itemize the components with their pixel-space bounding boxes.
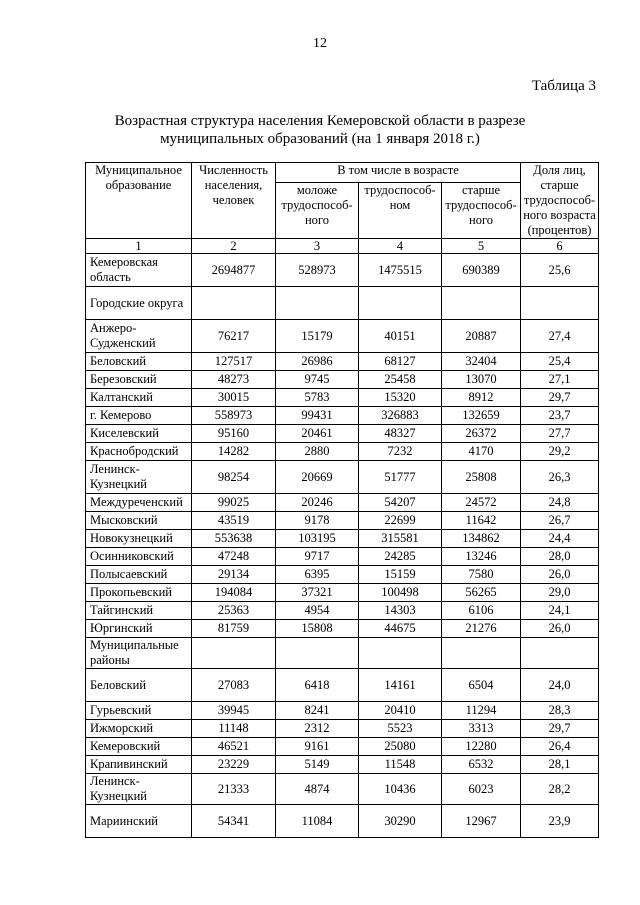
municipality-name-cell: Городские округа	[86, 287, 192, 320]
younger-cell: 20246	[276, 494, 359, 512]
older-cell: 26372	[442, 425, 521, 443]
table-row	[86, 530, 599, 548]
older-cell: 8912	[442, 389, 521, 407]
population-cell: 39945	[192, 702, 276, 720]
municipality-name-cell: Березовский	[86, 371, 192, 389]
younger-cell: 15808	[276, 620, 359, 638]
older-cell: 13070	[442, 371, 521, 389]
table-row	[86, 353, 599, 371]
share-cell: 24,0	[521, 669, 599, 702]
working-cell: 15159	[359, 566, 442, 584]
municipality-name-cell: Тайгинский	[86, 602, 192, 620]
younger-cell: 4874	[276, 774, 359, 805]
title-line-2: муниципальных образований (на 1 января 2018 г.)	[160, 131, 480, 147]
municipality-name-cell: Мариинский	[86, 805, 192, 838]
share-cell: 29,7	[521, 720, 599, 738]
share-cell: 29,0	[521, 584, 599, 602]
table-body	[86, 254, 599, 838]
working-cell: 25458	[359, 371, 442, 389]
working-cell	[359, 638, 442, 669]
municipality-name-cell: Междуреченский	[86, 494, 192, 512]
younger-cell: 6395	[276, 566, 359, 584]
age-structure-table	[85, 162, 599, 838]
younger-cell: 5783	[276, 389, 359, 407]
share-cell: 23,9	[521, 805, 599, 838]
table-row	[86, 407, 599, 425]
table-row	[86, 425, 599, 443]
younger-cell: 26986	[276, 353, 359, 371]
younger-cell: 6418	[276, 669, 359, 702]
share-cell: 23,7	[521, 407, 599, 425]
younger-cell: 103195	[276, 530, 359, 548]
column-number: 5	[442, 239, 521, 254]
working-cell: 51777	[359, 461, 442, 494]
share-cell: 28,2	[521, 774, 599, 805]
population-cell: 81759	[192, 620, 276, 638]
older-cell: 3313	[442, 720, 521, 738]
population-cell: 47248	[192, 548, 276, 566]
population-cell: 30015	[192, 389, 276, 407]
share-cell: 27,7	[521, 425, 599, 443]
table-row	[86, 512, 599, 530]
working-cell: 14303	[359, 602, 442, 620]
older-cell: 134862	[442, 530, 521, 548]
population-cell: 25363	[192, 602, 276, 620]
share-cell: 28,1	[521, 756, 599, 774]
population-cell: 54341	[192, 805, 276, 838]
table-row	[86, 805, 599, 838]
share-cell: 28,0	[521, 548, 599, 566]
population-cell: 558973	[192, 407, 276, 425]
working-cell	[359, 287, 442, 320]
working-cell: 48327	[359, 425, 442, 443]
older-cell: 12967	[442, 805, 521, 838]
younger-cell: 9717	[276, 548, 359, 566]
table-row	[86, 320, 599, 353]
share-cell: 29,2	[521, 443, 599, 461]
header-share: Доля лиц, старше трудоспособ-ного возраста (процентов)	[521, 163, 599, 239]
younger-cell: 2880	[276, 443, 359, 461]
working-cell: 1475515	[359, 254, 442, 287]
table-row	[86, 389, 599, 407]
population-cell: 2694877	[192, 254, 276, 287]
table-row	[86, 548, 599, 566]
working-cell: 40151	[359, 320, 442, 353]
population-cell: 46521	[192, 738, 276, 756]
table-row	[86, 774, 599, 805]
older-cell: 56265	[442, 584, 521, 602]
population-cell: 127517	[192, 353, 276, 371]
population-cell: 194084	[192, 584, 276, 602]
share-cell	[521, 638, 599, 669]
share-cell: 27,1	[521, 371, 599, 389]
younger-cell: 9161	[276, 738, 359, 756]
municipality-name-cell: Крапивинский	[86, 756, 192, 774]
share-cell: 25,6	[521, 254, 599, 287]
younger-cell: 5149	[276, 756, 359, 774]
older-cell	[442, 638, 521, 669]
working-cell: 30290	[359, 805, 442, 838]
younger-cell: 4954	[276, 602, 359, 620]
municipality-name-cell: Краснобродский	[86, 443, 192, 461]
table-row	[86, 669, 599, 702]
younger-cell	[276, 638, 359, 669]
municipality-name-cell: Новокузнецкий	[86, 530, 192, 548]
share-cell: 26,7	[521, 512, 599, 530]
column-number: 1	[86, 239, 192, 254]
older-cell: 25808	[442, 461, 521, 494]
share-cell: 26,3	[521, 461, 599, 494]
working-cell: 11548	[359, 756, 442, 774]
table-row	[86, 443, 599, 461]
table-row	[86, 254, 599, 287]
younger-cell: 528973	[276, 254, 359, 287]
younger-cell: 20461	[276, 425, 359, 443]
older-cell: 24572	[442, 494, 521, 512]
younger-cell: 9178	[276, 512, 359, 530]
share-cell: 24,1	[521, 602, 599, 620]
population-cell: 99025	[192, 494, 276, 512]
column-number: 6	[521, 239, 599, 254]
header-population: Численность населения, человек	[192, 163, 276, 239]
population-cell: 98254	[192, 461, 276, 494]
population-cell: 76217	[192, 320, 276, 353]
table-row	[86, 620, 599, 638]
population-cell: 27083	[192, 669, 276, 702]
table-title	[0, 112, 640, 148]
municipality-name-cell: Анжеро-Судженский	[86, 320, 192, 353]
table-row	[86, 566, 599, 584]
column-number: 4	[359, 239, 442, 254]
population-cell	[192, 287, 276, 320]
table-row	[86, 287, 599, 320]
municipality-name-cell: Ленинск-Кузнецкий	[86, 774, 192, 805]
population-cell: 11148	[192, 720, 276, 738]
older-cell: 6504	[442, 669, 521, 702]
working-cell: 20410	[359, 702, 442, 720]
younger-cell	[276, 287, 359, 320]
municipality-name-cell: Ленинск-Кузнецкий	[86, 461, 192, 494]
title-line-1: Возрастная структура населения Кемеровской области в разрезе	[114, 113, 526, 129]
older-cell: 690389	[442, 254, 521, 287]
column-number-row	[86, 239, 599, 254]
table-row	[86, 738, 599, 756]
municipality-name-cell: г. Кемерово	[86, 407, 192, 425]
younger-cell: 2312	[276, 720, 359, 738]
older-cell: 6023	[442, 774, 521, 805]
municipality-name-cell: Кемеровская область	[86, 254, 192, 287]
table-row	[86, 584, 599, 602]
older-cell: 21276	[442, 620, 521, 638]
older-cell: 132659	[442, 407, 521, 425]
share-cell: 28,3	[521, 702, 599, 720]
share-cell: 27,4	[521, 320, 599, 353]
header-row-1	[86, 163, 599, 183]
municipality-name-cell: Киселевский	[86, 425, 192, 443]
municipality-name-cell: Кемеровский	[86, 738, 192, 756]
working-cell: 25080	[359, 738, 442, 756]
municipality-name-cell: Полысаевский	[86, 566, 192, 584]
older-cell: 4170	[442, 443, 521, 461]
column-number: 2	[192, 239, 276, 254]
population-cell: 23229	[192, 756, 276, 774]
population-cell: 43519	[192, 512, 276, 530]
population-cell: 48273	[192, 371, 276, 389]
municipality-name-cell: Мысковский	[86, 512, 192, 530]
older-cell: 20887	[442, 320, 521, 353]
share-cell: 26,0	[521, 620, 599, 638]
share-cell: 29,7	[521, 389, 599, 407]
younger-cell: 99431	[276, 407, 359, 425]
share-cell: 24,4	[521, 530, 599, 548]
share-cell: 26,4	[521, 738, 599, 756]
working-cell: 14161	[359, 669, 442, 702]
older-cell	[442, 287, 521, 320]
working-cell: 10436	[359, 774, 442, 805]
younger-cell: 11084	[276, 805, 359, 838]
table-row	[86, 720, 599, 738]
working-cell: 22699	[359, 512, 442, 530]
header-including: В том числе в возрасте	[276, 163, 521, 183]
page-number: 12	[313, 36, 327, 51]
working-cell: 24285	[359, 548, 442, 566]
younger-cell: 20669	[276, 461, 359, 494]
municipality-name-cell: Гурьевский	[86, 702, 192, 720]
working-cell: 44675	[359, 620, 442, 638]
share-cell: 26,0	[521, 566, 599, 584]
working-cell: 68127	[359, 353, 442, 371]
column-number: 3	[276, 239, 359, 254]
working-cell: 7232	[359, 443, 442, 461]
header-working: трудоспособ-ном	[359, 182, 442, 238]
share-cell: 24,8	[521, 494, 599, 512]
municipality-name-cell: Муниципальные районы	[86, 638, 192, 669]
working-cell: 54207	[359, 494, 442, 512]
population-cell: 21333	[192, 774, 276, 805]
population-cell	[192, 638, 276, 669]
population-cell: 14282	[192, 443, 276, 461]
younger-cell: 15179	[276, 320, 359, 353]
older-cell: 6106	[442, 602, 521, 620]
older-cell: 7580	[442, 566, 521, 584]
working-cell: 100498	[359, 584, 442, 602]
older-cell: 11642	[442, 512, 521, 530]
header-municipal: Муниципальное образование	[86, 163, 192, 239]
municipality-name-cell: Беловский	[86, 353, 192, 371]
working-cell: 326883	[359, 407, 442, 425]
working-cell: 5523	[359, 720, 442, 738]
table-row	[86, 756, 599, 774]
share-cell: 25,4	[521, 353, 599, 371]
younger-cell: 8241	[276, 702, 359, 720]
municipality-name-cell: Калтанский	[86, 389, 192, 407]
population-cell: 553638	[192, 530, 276, 548]
municipality-name-cell: Прокопьевский	[86, 584, 192, 602]
older-cell: 11294	[442, 702, 521, 720]
older-cell: 12280	[442, 738, 521, 756]
header-younger: моложе трудоспособ-ного	[276, 182, 359, 238]
older-cell: 6532	[442, 756, 521, 774]
population-cell: 95160	[192, 425, 276, 443]
table-row	[86, 461, 599, 494]
older-cell: 32404	[442, 353, 521, 371]
header-older: старше трудоспособ-ного	[442, 182, 521, 238]
table-row	[86, 702, 599, 720]
municipality-name-cell: Юргинский	[86, 620, 192, 638]
table-row	[86, 638, 599, 669]
municipality-name-cell: Беловский	[86, 669, 192, 702]
younger-cell: 9745	[276, 371, 359, 389]
table-row	[86, 371, 599, 389]
population-cell: 29134	[192, 566, 276, 584]
municipality-name-cell: Ижморский	[86, 720, 192, 738]
municipality-name-cell: Осинниковский	[86, 548, 192, 566]
share-cell	[521, 287, 599, 320]
table-row	[86, 494, 599, 512]
table-row	[86, 602, 599, 620]
working-cell: 15320	[359, 389, 442, 407]
working-cell: 315581	[359, 530, 442, 548]
table-label: Таблица 3	[531, 78, 596, 94]
older-cell: 13246	[442, 548, 521, 566]
younger-cell: 37321	[276, 584, 359, 602]
